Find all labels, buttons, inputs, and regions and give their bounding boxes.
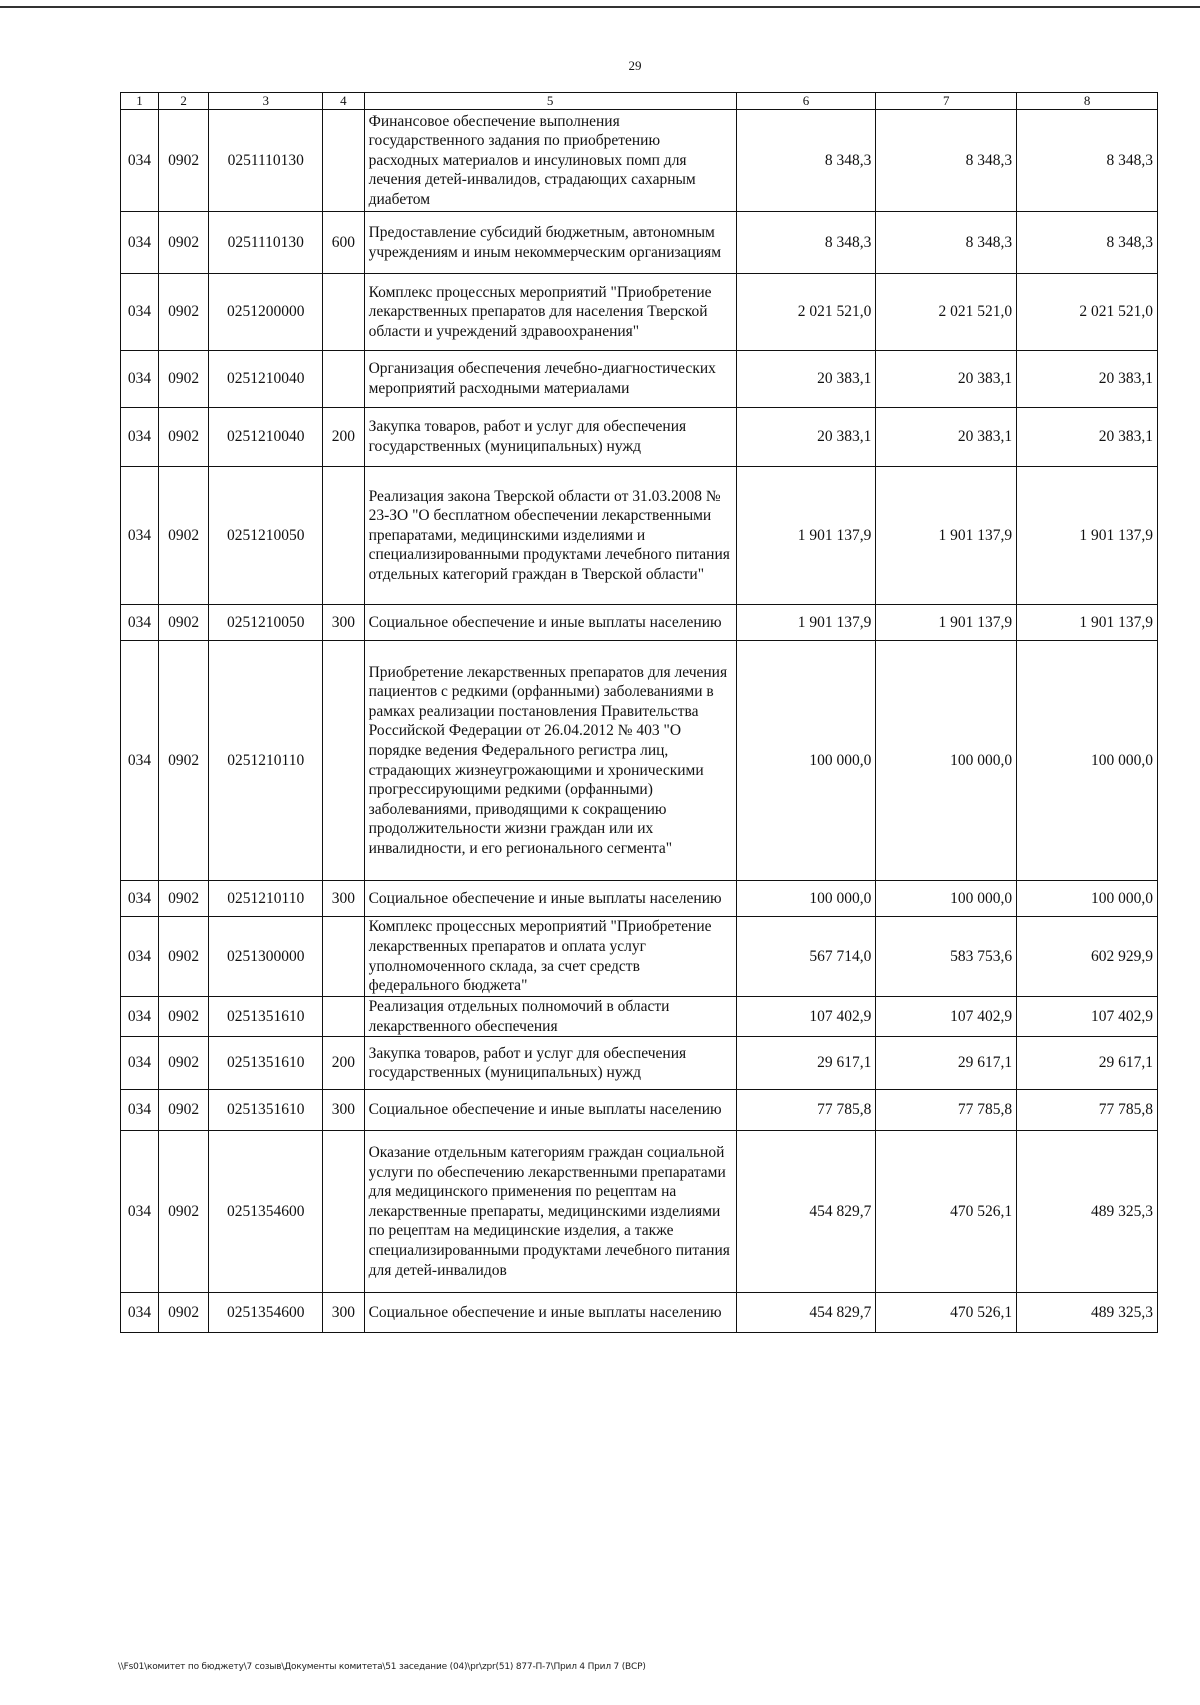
column-header: 5 <box>364 93 736 110</box>
amount-year-2: 29 617,1 <box>876 1037 1017 1090</box>
amount-year-3: 8 348,3 <box>1017 110 1158 212</box>
admin-code: 034 <box>121 1037 159 1090</box>
target-code: 0251110130 <box>209 110 323 212</box>
admin-code: 034 <box>121 467 159 605</box>
section-code: 0902 <box>158 1037 208 1090</box>
admin-code: 034 <box>121 997 159 1037</box>
expense-kind <box>323 917 364 997</box>
amount-year-2: 77 785,8 <box>876 1090 1017 1131</box>
amount-year-1: 567 714,0 <box>736 917 876 997</box>
admin-code: 034 <box>121 274 159 351</box>
item-name: Комплекс процессных мероприятий "Приобретение лекарственных препаратов для населения Тверской области и учреждений здравоохранения" <box>364 274 736 351</box>
section-code: 0902 <box>158 110 208 212</box>
amount-year-2: 8 348,3 <box>876 110 1017 212</box>
amount-year-3: 602 929,9 <box>1017 917 1158 997</box>
expense-kind: 300 <box>323 1090 364 1131</box>
table-row <box>121 351 1158 408</box>
section-code: 0902 <box>158 1293 208 1333</box>
amount-year-1: 454 829,7 <box>736 1131 876 1293</box>
amount-year-1: 1 901 137,9 <box>736 467 876 605</box>
item-name: Предоставление субсидий бюджетным, автономным учреждениям и иным некоммерческим организациям <box>364 212 736 274</box>
expense-kind: 300 <box>323 881 364 917</box>
target-code: 0251210050 <box>209 605 323 641</box>
amount-year-1: 107 402,9 <box>736 997 876 1037</box>
amount-year-3: 489 325,3 <box>1017 1131 1158 1293</box>
table-row <box>121 110 1158 212</box>
target-code: 0251351610 <box>209 997 323 1037</box>
admin-code: 034 <box>121 212 159 274</box>
amount-year-3: 489 325,3 <box>1017 1293 1158 1333</box>
column-header: 7 <box>876 93 1017 110</box>
item-name: Комплекс процессных мероприятий "Приобретение лекарственных препаратов и оплата услуг уполномоченного склада, за счет средств федерального бюджета" <box>364 917 736 997</box>
amount-year-2: 20 383,1 <box>876 351 1017 408</box>
table-row <box>121 881 1158 917</box>
item-name: Социальное обеспечение и иные выплаты населению <box>364 605 736 641</box>
item-name: Реализация отдельных полномочий в области лекарственного обеспечения <box>364 997 736 1037</box>
expense-kind: 200 <box>323 408 364 467</box>
amount-year-2: 20 383,1 <box>876 408 1017 467</box>
amount-year-1: 20 383,1 <box>736 408 876 467</box>
amount-year-3: 77 785,8 <box>1017 1090 1158 1131</box>
expense-kind: 600 <box>323 212 364 274</box>
budget-table <box>120 92 1158 1333</box>
table-row <box>121 1131 1158 1293</box>
amount-year-3: 20 383,1 <box>1017 351 1158 408</box>
admin-code: 034 <box>121 881 159 917</box>
admin-code: 034 <box>121 110 159 212</box>
amount-year-1: 100 000,0 <box>736 881 876 917</box>
item-name: Социальное обеспечение и иные выплаты населению <box>364 1090 736 1131</box>
section-code: 0902 <box>158 917 208 997</box>
expense-kind <box>323 641 364 881</box>
target-code: 0251300000 <box>209 917 323 997</box>
expense-kind: 300 <box>323 1293 364 1333</box>
amount-year-2: 470 526,1 <box>876 1131 1017 1293</box>
table-row <box>121 1090 1158 1131</box>
target-code: 0251351610 <box>209 1090 323 1131</box>
section-code: 0902 <box>158 467 208 605</box>
admin-code: 034 <box>121 1293 159 1333</box>
section-code: 0902 <box>158 605 208 641</box>
expense-kind <box>323 1131 364 1293</box>
amount-year-3: 29 617,1 <box>1017 1037 1158 1090</box>
amount-year-1: 29 617,1 <box>736 1037 876 1090</box>
page-number: 29 <box>628 58 642 73</box>
item-name: Закупка товаров, работ и услуг для обеспечения государственных (муниципальных) нужд <box>364 408 736 467</box>
table-row <box>121 212 1158 274</box>
column-header: 3 <box>209 93 323 110</box>
expense-kind <box>323 467 364 605</box>
section-code: 0902 <box>158 1090 208 1131</box>
amount-year-1: 8 348,3 <box>736 212 876 274</box>
amount-year-2: 100 000,0 <box>876 641 1017 881</box>
section-code: 0902 <box>158 351 208 408</box>
table-row <box>121 1037 1158 1090</box>
admin-code: 034 <box>121 1131 159 1293</box>
footer-file-path: \\Fs01\комитет по бюджету\7 созыв\Документы комитета\51 заседание (04)\pr\zpr(51) 877-П-7\Прил 4 Прил 7 (ВСР) <box>118 1662 646 1672</box>
amount-year-2: 107 402,9 <box>876 997 1017 1037</box>
amount-year-2: 470 526,1 <box>876 1293 1017 1333</box>
column-header: 2 <box>158 93 208 110</box>
table-row <box>121 274 1158 351</box>
admin-code: 034 <box>121 408 159 467</box>
amount-year-1: 1 901 137,9 <box>736 605 876 641</box>
amount-year-3: 107 402,9 <box>1017 997 1158 1037</box>
expense-kind <box>323 110 364 212</box>
expense-kind <box>323 351 364 408</box>
section-code: 0902 <box>158 1131 208 1293</box>
target-code: 0251210050 <box>209 467 323 605</box>
admin-code: 034 <box>121 641 159 881</box>
expense-kind <box>323 997 364 1037</box>
amount-year-3: 8 348,3 <box>1017 212 1158 274</box>
item-name: Реализация закона Тверской области от 31.03.2008 № 23-ЗО "О бесплатном обеспечении лекарственными препаратами, медицинскими изделиями и специализированными продуктами лечебного питания отдельных категорий граждан в Тверской области" <box>364 467 736 605</box>
table-row <box>121 467 1158 605</box>
section-code: 0902 <box>158 212 208 274</box>
table-row <box>121 605 1158 641</box>
expense-kind: 300 <box>323 605 364 641</box>
column-header: 8 <box>1017 93 1158 110</box>
target-code: 0251200000 <box>209 274 323 351</box>
item-name: Организация обеспечения лечебно-диагностических мероприятий расходными материалами <box>364 351 736 408</box>
amount-year-2: 8 348,3 <box>876 212 1017 274</box>
table-body <box>121 110 1158 1333</box>
column-header: 1 <box>121 93 159 110</box>
amount-year-3: 20 383,1 <box>1017 408 1158 467</box>
item-name: Социальное обеспечение и иные выплаты населению <box>364 1293 736 1333</box>
section-code: 0902 <box>158 881 208 917</box>
table-row <box>121 641 1158 881</box>
amount-year-1: 8 348,3 <box>736 110 876 212</box>
amount-year-2: 583 753,6 <box>876 917 1017 997</box>
column-header: 6 <box>736 93 876 110</box>
target-code: 0251210110 <box>209 641 323 881</box>
target-code: 0251354600 <box>209 1293 323 1333</box>
table-row <box>121 997 1158 1037</box>
amount-year-2: 100 000,0 <box>876 881 1017 917</box>
amount-year-1: 20 383,1 <box>736 351 876 408</box>
section-code: 0902 <box>158 274 208 351</box>
target-code: 0251110130 <box>209 212 323 274</box>
expense-kind: 200 <box>323 1037 364 1090</box>
amount-year-3: 2 021 521,0 <box>1017 274 1158 351</box>
amount-year-1: 100 000,0 <box>736 641 876 881</box>
section-code: 0902 <box>158 641 208 881</box>
column-header: 4 <box>323 93 364 110</box>
item-name: Приобретение лекарственных препаратов для лечения пациентов с редкими (орфанными) заболеваниями в рамках реализации постановления Правительства Российской Федерации от 26.04.2012 № 403 "О порядке ведения Федерального регистра лиц, страдающих жизнеугрожающими и хроническими прогрессирующими редкими (орфанными) заболеваниями, приводящими к сокращению продолжительности жизни граждан или их инвалидности, и его регионального сегмента" <box>364 641 736 881</box>
amount-year-2: 2 021 521,0 <box>876 274 1017 351</box>
amount-year-3: 100 000,0 <box>1017 881 1158 917</box>
table-row <box>121 408 1158 467</box>
amount-year-3: 100 000,0 <box>1017 641 1158 881</box>
table-row <box>121 1293 1158 1333</box>
table-row <box>121 917 1158 997</box>
column-number-row <box>121 93 1158 110</box>
target-code: 0251210040 <box>209 408 323 467</box>
admin-code: 034 <box>121 351 159 408</box>
section-code: 0902 <box>158 408 208 467</box>
target-code: 0251210040 <box>209 351 323 408</box>
admin-code: 034 <box>121 917 159 997</box>
amount-year-1: 454 829,7 <box>736 1293 876 1333</box>
amount-year-3: 1 901 137,9 <box>1017 467 1158 605</box>
target-code: 0251210110 <box>209 881 323 917</box>
target-code: 0251351610 <box>209 1037 323 1090</box>
target-code: 0251354600 <box>209 1131 323 1293</box>
amount-year-2: 1 901 137,9 <box>876 605 1017 641</box>
amount-year-1: 2 021 521,0 <box>736 274 876 351</box>
amount-year-1: 77 785,8 <box>736 1090 876 1131</box>
amount-year-3: 1 901 137,9 <box>1017 605 1158 641</box>
item-name: Финансовое обеспечение выполнения государственного задания по приобретению расходных материалов и инсулиновых помп для лечения детей-инвалидов, страдающих сахарным диабетом <box>364 110 736 212</box>
item-name: Социальное обеспечение и иные выплаты населению <box>364 881 736 917</box>
admin-code: 034 <box>121 605 159 641</box>
section-code: 0902 <box>158 997 208 1037</box>
top-rule <box>0 6 1200 8</box>
amount-year-2: 1 901 137,9 <box>876 467 1017 605</box>
item-name: Оказание отдельным категориям граждан социальной услуги по обеспечению лекарственными препаратами для медицинского применения по рецептам на лекарственные препараты, медицинскими изделиями по рецептам на медицинские изделия, а также специализированными продуктами лечебного питания для детей-инвалидов <box>364 1131 736 1293</box>
expense-kind <box>323 274 364 351</box>
item-name: Закупка товаров, работ и услуг для обеспечения государственных (муниципальных) нужд <box>364 1037 736 1090</box>
admin-code: 034 <box>121 1090 159 1131</box>
